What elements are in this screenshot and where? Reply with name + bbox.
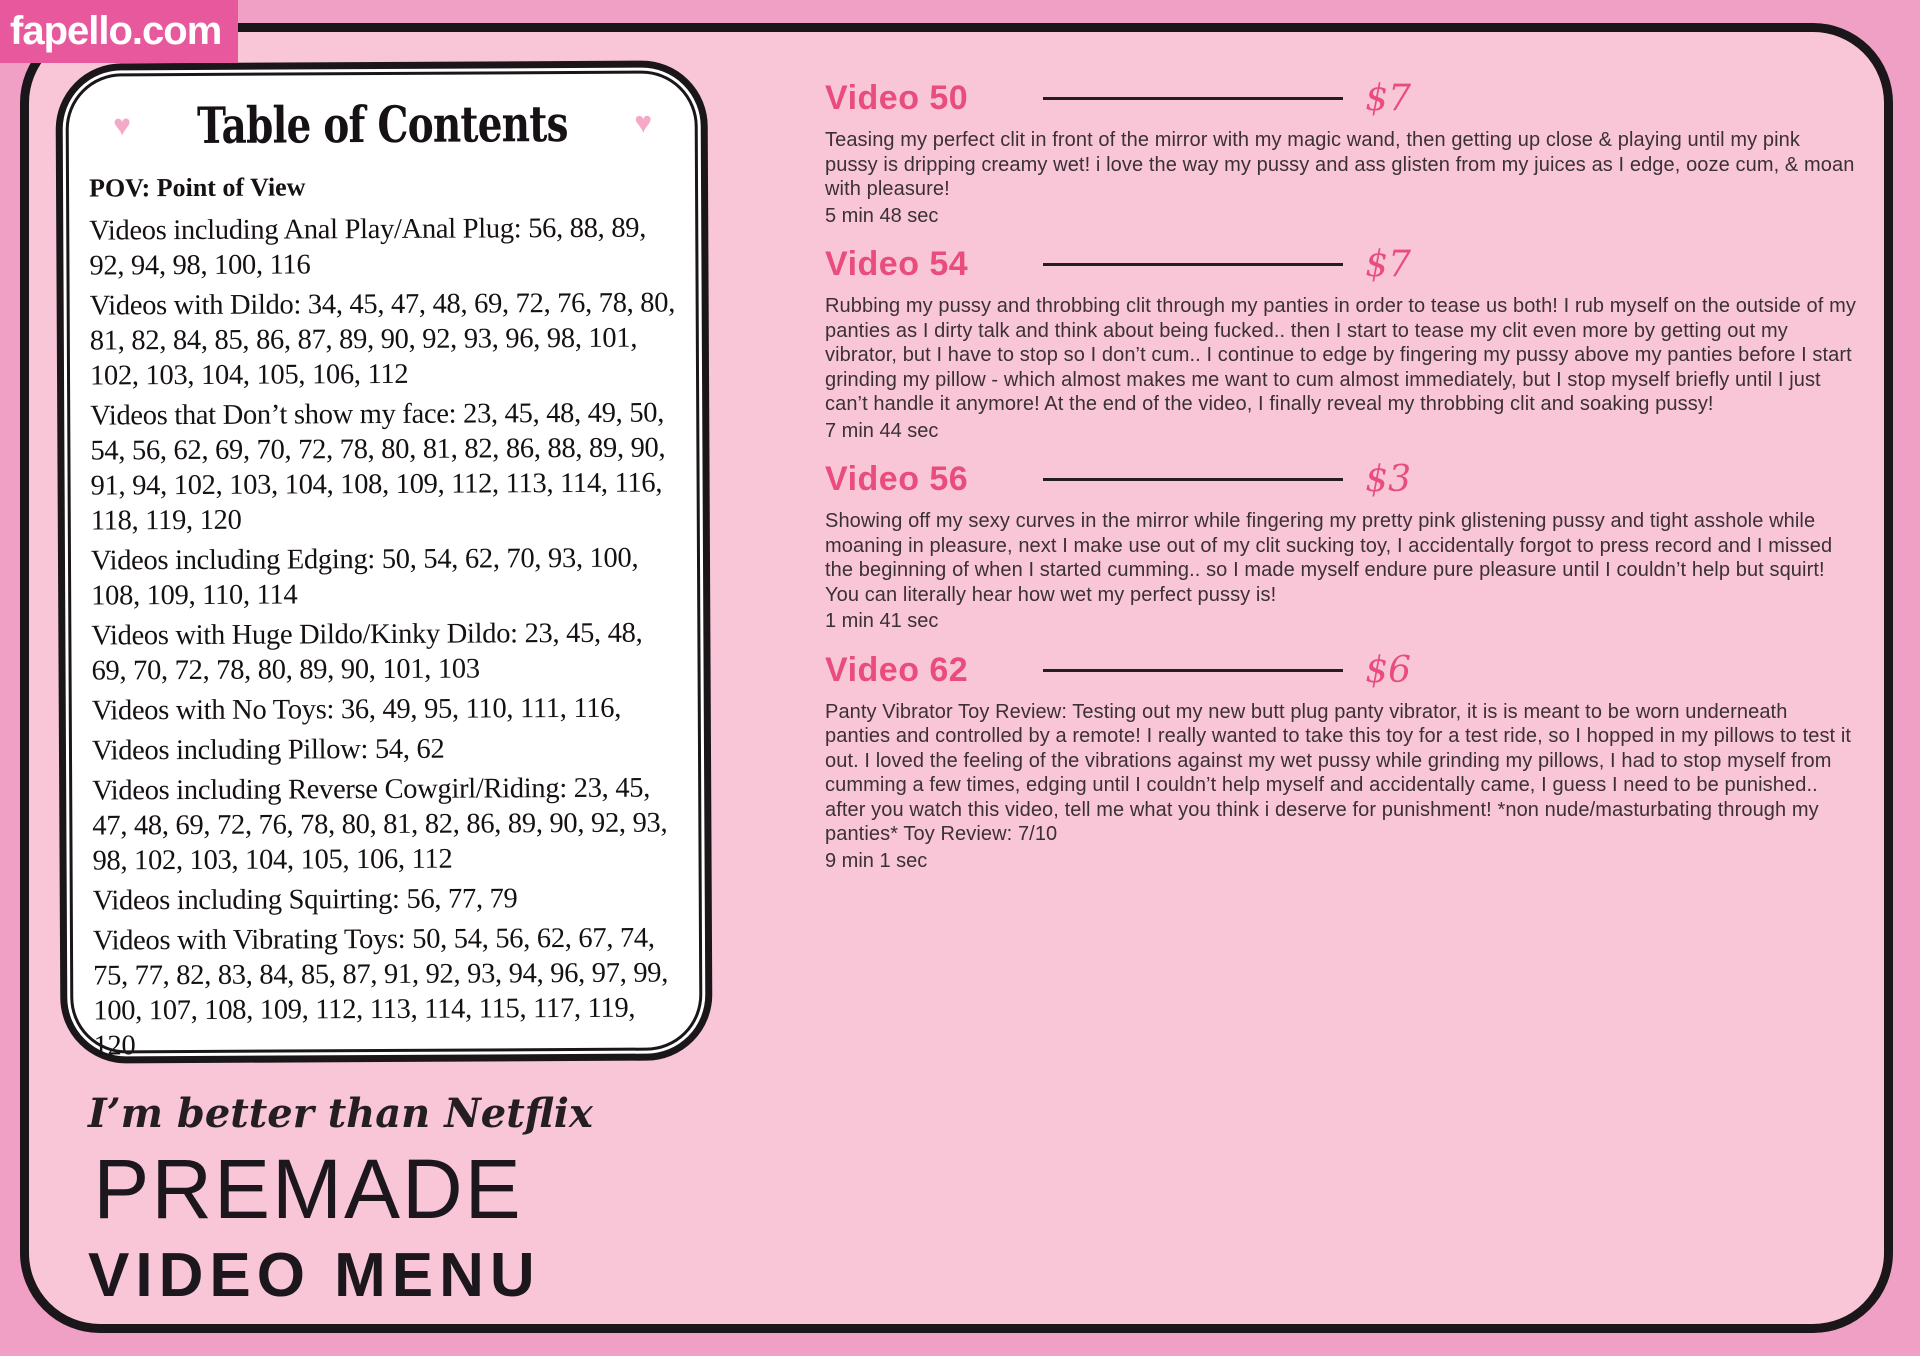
divider-line: [1043, 669, 1343, 672]
video-duration: 5 min 48 sec: [825, 204, 939, 227]
video-title: Video 62: [825, 650, 969, 689]
video-header: [825, 650, 1857, 691]
divider-line: [1043, 478, 1343, 481]
heart-icon: ♥: [113, 108, 132, 142]
toc-category: [90, 395, 679, 538]
toc-category: [93, 920, 682, 1063]
divider-line: [1043, 97, 1343, 100]
toc-category-label: Videos with Huge Dildo/Kinky Dildo:: [91, 618, 518, 652]
heart-icon: ♥: [634, 106, 653, 140]
video-price: $7: [1365, 78, 1412, 119]
toc-category-numbers: 23, 45, 48, 49, 50, 54, 56, 62, 69, 70, 72, 78, 80, 81, 82, 86, 88, 89, 90, 91, 94, 102, 103, 104, 108, 109, 112, 113, 114, 116, 118, 119, 120: [90, 397, 666, 537]
toc-category-numbers: 56, 88, 89, 92, 94, 98, 100, 116: [89, 212, 647, 282]
toc-category-list: [89, 210, 681, 1063]
toc-category-numbers: 50, 54, 62, 70, 93, 100, 108, 109, 110, 114: [91, 542, 639, 612]
table-of-contents-box: [55, 60, 712, 1063]
toc-category-numbers: 34, 45, 47, 48, 69, 72, 76, 78, 80, 81, 82, 84, 85, 86, 87, 89, 90, 92, 93, 96, 98, 101, 102, 103, 104, 105, 106, 112: [89, 287, 676, 392]
video-price: $7: [1365, 244, 1412, 285]
video-entry: [825, 650, 1857, 874]
video-duration: 1 min 41 sec: [825, 610, 939, 632]
toc-category-label: Videos including Pillow:: [91, 734, 369, 767]
toc-category-numbers: 56, 77, 79: [406, 883, 518, 915]
video-list: [825, 78, 1857, 889]
toc-category: [92, 730, 680, 768]
toc-category-label: Videos including Edging:: [90, 544, 376, 577]
video-title: Video 50: [825, 79, 969, 117]
toc-category-label: Videos including Anal Play/Anal Plug:: [89, 213, 522, 247]
video-header: [825, 244, 1857, 285]
tagline: I’m better than Netflix: [88, 1090, 593, 1137]
toc-category: [90, 285, 679, 393]
toc-category-label: Videos with Vibrating Toys:: [92, 923, 406, 957]
video-entry: [825, 459, 1857, 634]
toc-category: [93, 880, 681, 918]
video-duration: 7 min 44 sec: [825, 419, 939, 442]
video-description: Showing off my sexy curves in the mirror while fingering my pretty pink glistening pussy and tight asshole while moaning in pleasure, next I make use out of my clit sucking toy, I accidentally forgot to press record and I missed the beginning of when I started cumming.. so I made myself endure pure pleasure until I couldn’t help but squirt! You can literally hear how wet my perfect pussy is!: [825, 510, 1833, 606]
toc-category: [92, 690, 680, 728]
menu-footer: [88, 1090, 593, 1310]
video-duration: 9 min 1 sec: [825, 849, 928, 872]
toc-category-numbers: 23, 45, 47, 48, 69, 72, 76, 78, 80, 81, 82, 86, 89, 90, 92, 93, 98, 102, 103, 104, 105, 106, 112: [92, 772, 668, 877]
toc-category-numbers: 54, 62: [374, 733, 445, 766]
toc-category-label: Videos with No Toys:: [91, 694, 335, 727]
toc-category-numbers: 23, 45, 48, 69, 70, 72, 78, 80, 89, 90, 101, 103: [91, 617, 643, 687]
toc-title-row: [89, 93, 677, 155]
toc-category: [91, 615, 679, 688]
video-header: [825, 459, 1857, 500]
divider-line: [1043, 263, 1343, 266]
toc-title: Table of Contents: [197, 94, 569, 155]
toc-subtitle: POV: Point of View: [88, 172, 306, 203]
video-price: $6: [1365, 649, 1412, 691]
video-entry: [825, 78, 1857, 228]
video-title: Video 56: [825, 460, 969, 498]
video-entry: [825, 244, 1857, 443]
video-description: Rubbing my pussy and throbbing clit through my panties in order to tease us both! I rub myself on the outside of my panties as I dirty talk and think about being fucked.. then I start to tease my clit even more by getting out my vibrator, but I have to stop so I don’t cum.. I continue to edge by fingering my pussy above my panties before I start grinding my pillow - which almost makes me want to cum almost immediately, but I stop myself briefly until I just can’t handle it anymore! At the end of the video, I finally reveal my throbbing clit and soaking pussy!: [825, 295, 1856, 415]
toc-category-numbers: 50, 54, 56, 62, 67, 74, 75, 77, 82, 83, 84, 85, 87, 91, 92, 93, 94, 96, 97, 99, 100, 107, 108, 109, 112, 113, 114, 115, 117, 119, 120: [93, 922, 669, 1062]
menu-title-line1: PREMADE: [93, 1142, 523, 1236]
toc-category-label: Videos with Dildo:: [89, 289, 302, 322]
video-description: Teasing my perfect clit in front of the mirror with my magic wand, then getting up close & playing until my pink pussy is dripping creamy wet! i love the way my pussy and ass glisten from my juices as I edge, ooze cum, & moan with pleasure!: [825, 129, 1855, 200]
toc-category-numbers: 36, 49, 95, 110, 111, 116,: [340, 692, 622, 726]
video-price: $3: [1365, 459, 1412, 500]
video-description: Panty Vibrator Toy Review: Testing out my new butt plug panty vibrator, it is is meant to be worn underneath panties and controlled by a remote! I really wanted to take this toy for a test ride, so I hopped in my pillows to test it out. I loved the feeling of the vibrations against my wet pussy while grinding my pillows, I had to stop myself from cumming a few times, edging until I couldn’t help myself and accidentally came, I guess I need to be punished.. after you watch this video, tell me what you think i deserve for punishment! *non nude/masturbating through my panties* Toy Review: 7/10: [825, 700, 1852, 845]
toc-category-label: Videos including Squirting:: [92, 883, 400, 917]
menu-title-line2: VIDEO MENU: [88, 1241, 541, 1310]
toc-category-label: Videos including Reverse Cowgirl/Riding:: [92, 773, 567, 807]
toc-category: [92, 770, 681, 878]
fapello-watermark[interactable]: [0, 0, 238, 63]
toc-category: [91, 540, 679, 613]
video-title: Video 54: [825, 245, 969, 283]
toc-category-label: Videos that Don’t show my face:: [90, 398, 457, 432]
video-header: [825, 78, 1857, 119]
fapello-watermark-text: fapello.com: [10, 9, 222, 53]
toc-category: [89, 210, 677, 283]
